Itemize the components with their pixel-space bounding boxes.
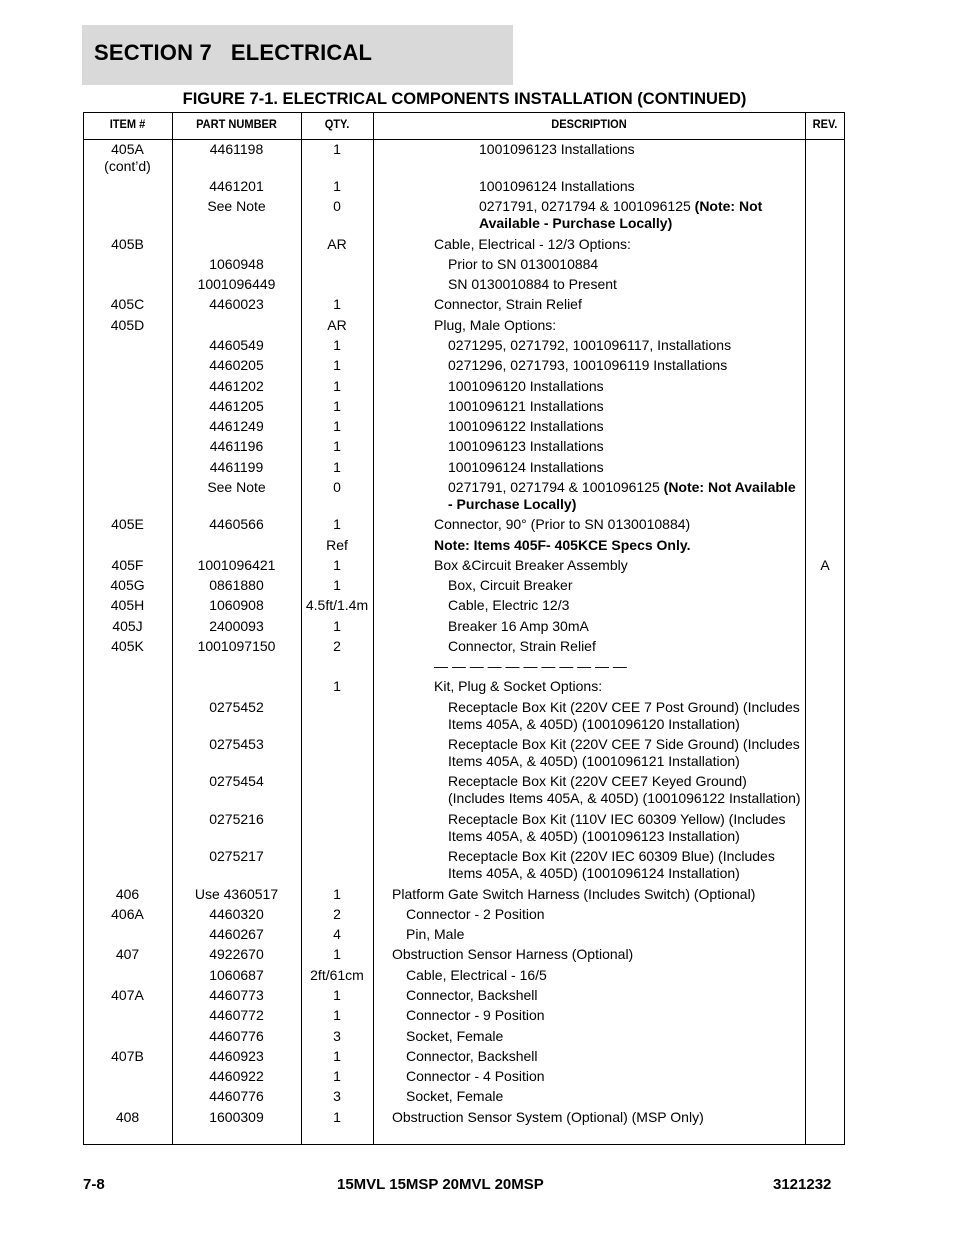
description — [448, 699, 801, 733]
description-text: 1001096124 Installations — [479, 178, 635, 194]
description — [392, 886, 801, 903]
part-number: 4461196 — [209, 438, 264, 454]
quantity: 3 — [333, 1088, 341, 1104]
part-number: 0275454 — [209, 773, 264, 789]
description — [406, 1068, 801, 1085]
part-number: 0275216 — [209, 811, 264, 827]
description — [406, 987, 801, 1004]
part-number: 4460023 — [209, 296, 264, 312]
description — [434, 658, 801, 675]
description — [448, 773, 801, 807]
quantity: 1 — [333, 418, 341, 434]
description-text: 0271296, 0271793, 1001096119 Installations — [448, 357, 728, 373]
description-text: Receptacle Box Kit (110V IEC 60309 Yellow) (Includes Items 405A, & 405D) (1001096123 Installation) — [448, 811, 786, 844]
description-text: Connector, Backshell — [406, 1048, 538, 1064]
part-number: 4460267 — [209, 926, 264, 942]
revision: A — [820, 557, 830, 573]
quantity: 1 — [333, 1007, 341, 1023]
quantity: 1 — [333, 337, 341, 353]
item-number: 406 — [115, 886, 140, 902]
description — [406, 1028, 801, 1045]
item-number: 405K — [111, 638, 144, 654]
description-text: Receptacle Box Kit (220V IEC 60309 Blue) (Includes Items 405A, & 405D) (1001096124 Installation) — [448, 848, 775, 881]
description-text: Cable, Electrical - 16/5 — [406, 967, 547, 983]
quantity: 1 — [333, 296, 341, 312]
part-number: 1060948 — [209, 256, 264, 272]
quantity: 1 — [333, 357, 341, 373]
description — [448, 597, 801, 614]
description — [406, 967, 801, 984]
description-text: Kit, Plug & Socket Options: — [434, 678, 603, 694]
quantity: AR — [327, 317, 347, 333]
description-text: 1001096122 Installations — [448, 418, 604, 434]
description-text: Connector, Backshell — [406, 987, 538, 1003]
part-number: 4461199 — [209, 459, 264, 475]
description-text: 0271791, 0271794 & 1001096125 — [448, 479, 664, 495]
quantity: 1 — [333, 378, 341, 394]
column-header-rev: REV. — [812, 117, 838, 131]
description — [434, 678, 801, 695]
description — [406, 1088, 801, 1105]
quantity: 1 — [333, 438, 341, 454]
part-number: See Note — [207, 479, 266, 495]
description-text: Connector, Strain Relief — [434, 296, 582, 312]
part-number: 4460776 — [209, 1028, 264, 1044]
description-text: Socket, Female — [406, 1088, 504, 1104]
description — [434, 537, 801, 554]
description-text: Receptacle Box Kit (220V CEE 7 Side Ground) (Includes Items 405A, & 405D) (1001096121 Installation) — [448, 736, 800, 769]
part-number: Use 4360517 — [194, 886, 279, 902]
description-note: (Note: Not Available - Purchase Locally) — [479, 198, 763, 231]
description — [448, 459, 801, 476]
quantity: 1 — [333, 516, 341, 532]
quantity: 1 — [333, 178, 341, 194]
part-number: 1060687 — [209, 967, 264, 983]
item-number: 405D — [110, 317, 145, 333]
item-number: 406A — [111, 906, 144, 922]
description-note: (Note: Not Available - Purchase Locally) — [448, 479, 796, 512]
description-text: Obstruction Sensor Harness (Optional) — [392, 946, 634, 962]
part-number: 4461202 — [209, 378, 264, 394]
description — [448, 438, 801, 455]
description-text: Prior to SN 0130010884 — [448, 256, 599, 272]
description — [448, 479, 801, 513]
description — [406, 1048, 801, 1065]
description-note: Note: Items 405F- 405KCE Specs Only. — [434, 537, 691, 553]
column-header-qty: QTY. — [324, 117, 350, 131]
quantity: 1 — [333, 141, 341, 157]
part-number: 0275453 — [209, 736, 264, 752]
description-text: Cable, Electrical - 12/3 Options: — [434, 236, 631, 252]
description — [448, 811, 801, 845]
item-number: 405E — [111, 516, 144, 532]
part-number: 4461249 — [209, 418, 264, 434]
description-text: Socket, Female — [406, 1028, 504, 1044]
item-number: 405F — [111, 557, 144, 573]
part-number: 4461201 — [209, 178, 264, 194]
quantity: 1 — [333, 946, 341, 962]
description — [448, 398, 801, 415]
description — [448, 418, 801, 435]
description — [434, 236, 801, 253]
quantity: Ref — [326, 537, 348, 553]
description — [448, 638, 801, 655]
part-number: 4460205 — [209, 357, 264, 373]
item-number: 405B — [111, 236, 144, 252]
part-number: 4461205 — [209, 398, 264, 414]
item-number: 407A — [111, 987, 144, 1003]
description — [406, 906, 801, 923]
description — [479, 178, 801, 195]
item-number: 407 — [115, 946, 140, 962]
column-header-part-number: PART NUMBER — [196, 117, 277, 131]
description — [392, 1109, 801, 1126]
part-number: 0861880 — [209, 577, 264, 593]
document-number: 3121232 — [773, 1176, 832, 1193]
part-number: 1600309 — [209, 1109, 264, 1125]
description — [406, 926, 801, 943]
part-number: 4922670 — [209, 946, 264, 962]
description-text: 1001096124 Installations — [448, 459, 604, 475]
page-number: 7-8 — [83, 1176, 105, 1193]
description — [434, 557, 801, 574]
part-number: 0275452 — [209, 699, 264, 715]
part-number: 1001097150 — [197, 638, 276, 654]
description-text: Receptacle Box Kit (220V CEE7 Keyed Ground) (Includes Items 405A, & 405D) (1001096122 Installation) — [448, 773, 801, 806]
quantity: 1 — [333, 1068, 341, 1084]
description — [448, 378, 801, 395]
quantity: AR — [327, 236, 347, 252]
description-text: Connector, 90° (Prior to SN 0130010884) — [434, 516, 691, 532]
quantity: 1 — [333, 886, 341, 902]
description — [448, 256, 801, 273]
description-text: Box, Circuit Breaker — [448, 577, 573, 593]
description-text: Connector - 4 Position — [406, 1068, 545, 1084]
description — [406, 1007, 801, 1024]
part-number: 4460776 — [209, 1088, 264, 1104]
item-number: 405C — [110, 296, 145, 312]
part-number: 4460320 — [209, 906, 264, 922]
quantity: 1 — [333, 1048, 341, 1064]
item-number: 405H — [110, 597, 145, 613]
quantity: 1 — [333, 459, 341, 475]
description-text: — — — — — — — — — — — — [434, 658, 627, 674]
item-number: 405A (cont’d) — [104, 141, 151, 174]
quantity: 3 — [333, 1028, 341, 1044]
description-text: Connector, Strain Relief — [448, 638, 596, 654]
part-number: 4460773 — [209, 987, 264, 1003]
item-number: 407B — [111, 1048, 144, 1064]
quantity: 1 — [333, 678, 341, 694]
description — [448, 618, 801, 635]
part-number: See Note — [207, 198, 266, 214]
description — [448, 736, 801, 770]
part-number: 4460923 — [209, 1048, 264, 1064]
part-number: 1060908 — [209, 597, 264, 613]
description — [434, 296, 801, 313]
description — [448, 276, 801, 293]
description-text: Breaker 16 Amp 30mA — [448, 618, 589, 634]
quantity: 1 — [333, 398, 341, 414]
part-number: 2400093 — [209, 618, 264, 634]
model-list: 15MVL 15MSP 20MVL 20MSP — [337, 1176, 544, 1193]
description-text: Connector - 9 Position — [406, 1007, 545, 1023]
item-number: 408 — [115, 1109, 140, 1125]
quantity: 1 — [333, 1109, 341, 1125]
item-number: 405J — [112, 618, 143, 634]
part-number: 4460772 — [209, 1007, 264, 1023]
column-header-description: DESCRIPTION — [551, 117, 627, 131]
description — [479, 141, 801, 158]
quantity: 1 — [333, 987, 341, 1003]
description-text: 1001096123 Installations — [448, 438, 604, 454]
quantity: 1 — [333, 557, 341, 573]
description-text: Cable, Electric 12/3 — [448, 597, 570, 613]
part-number: 4460549 — [209, 337, 264, 353]
figure-title: FIGURE 7-1. ELECTRICAL COMPONENTS INSTALLATION (CONTINUED) — [182, 90, 747, 108]
description-text: Receptacle Box Kit (220V CEE 7 Post Ground) (Includes Items 405A, & 405D) (1001096120 Installation) — [448, 699, 800, 732]
part-number: 4460922 — [209, 1068, 264, 1084]
description — [392, 946, 801, 963]
column-header-item: ITEM # — [109, 117, 146, 131]
item-number: 405G — [110, 577, 145, 593]
description-text: 1001096123 Installations — [479, 141, 635, 157]
part-number: 4460566 — [209, 516, 264, 532]
description-text: 1001096121 Installations — [448, 398, 604, 414]
description — [448, 577, 801, 594]
quantity: 4 — [333, 926, 341, 942]
quantity: 2 — [333, 906, 341, 922]
quantity: 2 — [333, 638, 341, 654]
quantity: 2ft/61cm — [310, 967, 364, 983]
description-text: Plug, Male Options: — [434, 317, 557, 333]
description — [448, 357, 801, 374]
description-text: 1001096120 Installations — [448, 378, 604, 394]
description-text: 0271791, 0271794 & 1001096125 — [479, 198, 695, 214]
part-number: 0275217 — [209, 848, 264, 864]
quantity: 0 — [333, 479, 341, 495]
part-number: 1001096421 — [197, 557, 276, 573]
quantity: 0 — [333, 198, 341, 214]
description — [448, 848, 801, 882]
description — [479, 198, 801, 232]
quantity: 1 — [333, 618, 341, 634]
quantity: 4.5ft/1.4m — [305, 597, 369, 613]
section-title: SECTION 7 ELECTRICAL — [94, 40, 373, 65]
quantity: 1 — [333, 577, 341, 593]
description — [434, 317, 801, 334]
description-text: Obstruction Sensor System (Optional) (MSP Only) — [392, 1109, 704, 1125]
description-text: Pin, Male — [406, 926, 465, 942]
part-number: 4461198 — [209, 141, 264, 157]
part-number: 1001096449 — [197, 276, 276, 292]
description — [434, 516, 801, 533]
description-text: SN 0130010884 to Present — [448, 276, 617, 292]
description — [448, 337, 801, 354]
description-text: Connector - 2 Position — [406, 906, 545, 922]
description-text: Platform Gate Switch Harness (Includes Switch) (Optional) — [392, 886, 756, 902]
description-text: Box &Circuit Breaker Assembly — [434, 557, 628, 573]
description-text: 0271295, 0271792, 1001096117, Installations — [448, 337, 732, 353]
